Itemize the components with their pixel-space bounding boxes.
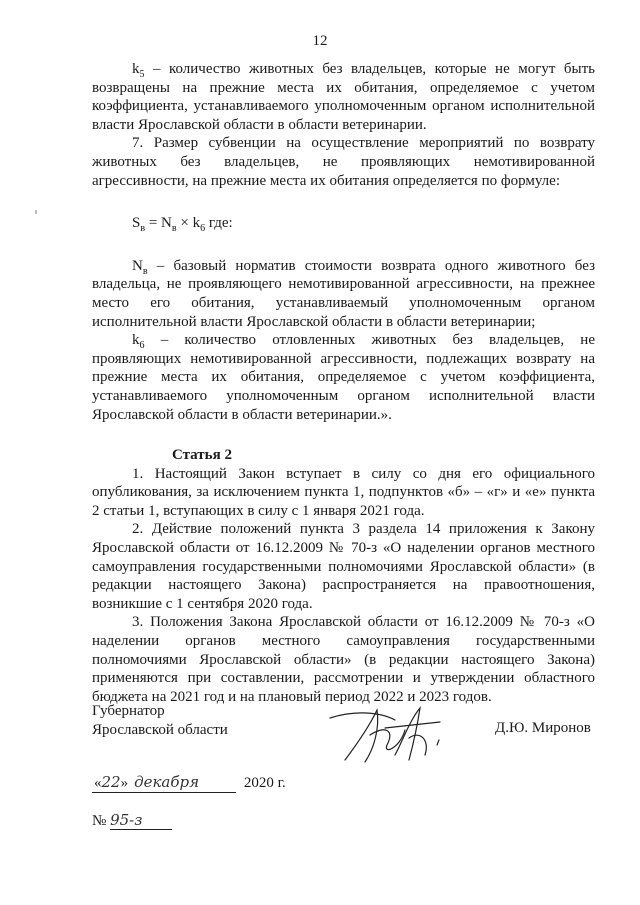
document-body — [92, 60, 595, 706]
article-heading: Статья 2 — [172, 447, 232, 464]
formula: $S_в = N_в \times k_6$ где: — [132, 215, 233, 235]
paragraph-k6: $k_6$ – количество отловленных животных без владельцев, не проявляющих немотивированной агрессивности, подлежащих возврату на прежние места их обитания, определяемое с учетом коэффициента, устанавливаемого уполномоченным органом исполнительной власти Ярославской области в области ветеринарии.». — [92, 332, 595, 423]
signatory-name: Д.Ю. Миронов — [495, 720, 591, 736]
margin-mark — [35, 210, 37, 214]
paragraph-nv: $N_в$ – базовый норматив стоимости возврата одного животного без владельца, не проявляющего немотивированной агрессивности, на прежнее место его обитания, устанавливаемый уполномоченным органом исполнительной власти Ярославской области в области ветеринарии; — [92, 257, 595, 330]
article-paragraph-3: 3. Положения Закона Ярославской области от 16.12.2009 № 70-з «О наделении органов местного самоуправления государственными полномочиями Ярославской области» (в редакции настоящего Закона) применяются при составлении, рассмотрении и утверждении областного бюджета на 2021 год и на плановый период 2022 и 2023 годов. — [92, 614, 595, 705]
article-paragraph-2: 2. Действие положений пункта 3 раздела 14 приложения к Закону Ярославской области от 16.12.2009 № 70-з «О наделении органов местного самоуправления государственными полномочиями Ярославской области» (в редакции настоящего Закона) распространяется на правоотношения, возникшие с 1 сентября 2020 года. — [92, 521, 595, 612]
paragraph-7: 7. Размер субвенции на осуществление мероприятий по возврату животных без владельцев, не проявляющих немотивированной агрессивности, на прежние места их обитания определяется по формуле: — [92, 135, 595, 189]
handwritten-signature — [325, 700, 475, 770]
page-number: 12 — [312, 33, 328, 49]
signing-date: «22» декабря 2020 г. — [94, 773, 286, 791]
paragraph-k5: $k_5$ – количество животных без владельцев, которые не могут быть возвращены на прежние места их обитания, определяемое с учетом коэффициента, устанавливаемого уполномоченным органом исполнительной власти Ярославской области в области ветеринарии. — [92, 61, 595, 133]
article-paragraph-1: 1. Настоящий Закон вступает в силу со дня его официального опубликования, за исключением пункта 1, подпунктов «б» – «г» и «е» пункта 2 статьи 1, вступающих в силу с 1 января 2021 года. — [92, 465, 595, 519]
signatory-title: Губернатор Ярославской области — [92, 703, 228, 738]
law-number: № 95-з — [92, 811, 172, 830]
